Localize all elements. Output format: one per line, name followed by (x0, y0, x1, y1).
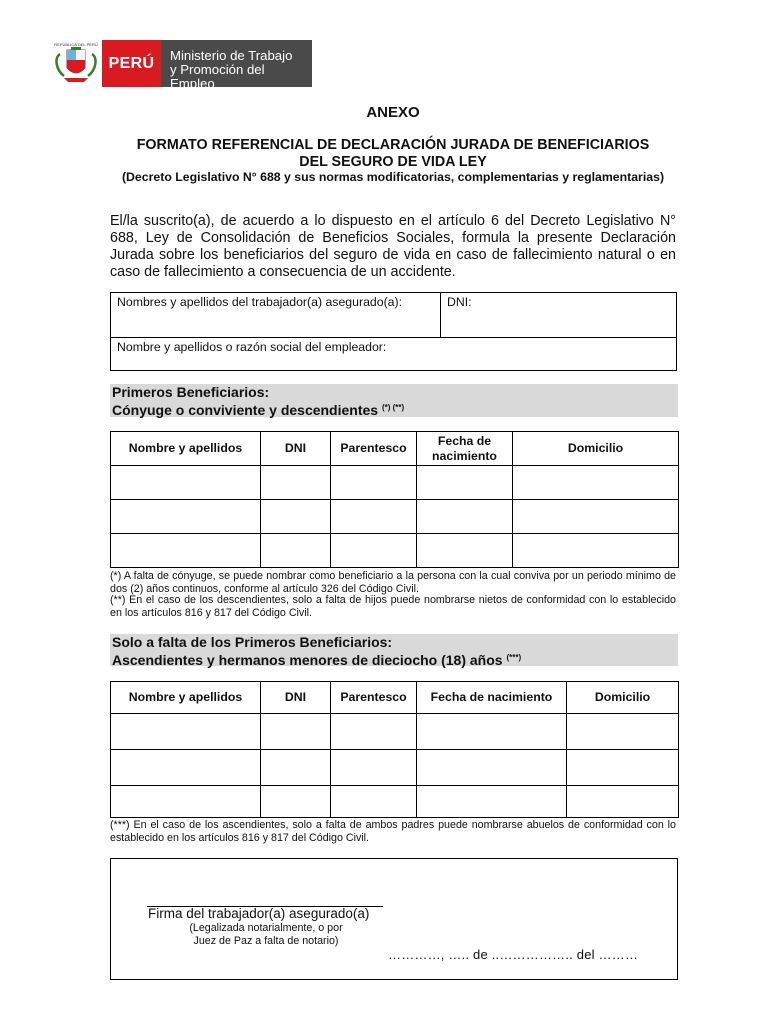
relationship-cell[interactable] (331, 534, 417, 568)
section2-marks: (***) (506, 653, 522, 662)
name-cell[interactable] (111, 466, 261, 500)
birthdate-cell[interactable] (417, 786, 567, 818)
employer-name-field[interactable]: Nombre y apellidos o razón social del empleador: (111, 338, 677, 371)
ministry-name (161, 40, 312, 91)
relationship-cell[interactable] (331, 750, 417, 786)
col-header-birthdate: Fecha de nacimiento (417, 432, 513, 466)
name-cell[interactable] (111, 714, 261, 750)
relationship-cell[interactable] (331, 714, 417, 750)
birthdate-cell[interactable] (417, 500, 513, 534)
address-cell[interactable] (567, 750, 679, 786)
footnote-1: (*) A falta de cónyuge, se puede nombrar como beneficiario a la persona con la cual conviva por un periodo mínimo de dos (2) años continuos, conforme al artículo 326 del Código Civil. (110, 570, 676, 595)
table-row (111, 500, 679, 534)
date-line[interactable]: …………, ….. de ..…………….. del ……… (388, 947, 639, 962)
annex-heading: ANEXO (366, 104, 420, 121)
section2-heading (110, 634, 678, 666)
dni-cell[interactable] (261, 750, 331, 786)
section2-line2-wrap (112, 650, 678, 668)
name-cell[interactable] (111, 500, 261, 534)
signature-legalization-note (148, 922, 384, 947)
section1-marks: (*) (**) (381, 403, 405, 412)
dni-cell[interactable] (261, 466, 331, 500)
dni-cell[interactable] (261, 500, 331, 534)
worker-name-field[interactable]: Nombres y apellidos del trabajador(a) asegurado(a): (111, 293, 441, 338)
address-cell[interactable] (567, 714, 679, 750)
col-header-dni: DNI (261, 432, 331, 466)
birthdate-cell[interactable] (417, 750, 567, 786)
relationship-cell[interactable] (331, 466, 417, 500)
name-cell[interactable] (111, 786, 261, 818)
table-row (111, 534, 679, 568)
table-row (111, 786, 679, 818)
intro-paragraph: El/la suscrito(a), de acuerdo a lo dispuesto en el artículo 6 del Decreto Legislativo N° 688, Ley de Consolidación de Beneficios Sociales, formula la presente Declaración Jurada sobre los beneficiarios del seguro de vida en caso de fallecimiento natural o en caso de fallecimiento a consecuencia de un accidente. (110, 213, 676, 280)
col-header-name: Nombre y apellidos (111, 432, 261, 466)
document-title-line2: DEL SEGURO DE VIDA LEY (299, 154, 487, 170)
col-header-relationship: Parentesco (331, 432, 417, 466)
document-title (110, 137, 676, 171)
beneficiaries-table-1 (110, 431, 679, 568)
document-subtitle: (Decreto Legislativo N° 688 y sus normas modificatorias, complementarias y reglamentarias) (121, 170, 665, 184)
ministry-name-line1: Ministerio de Trabajo (170, 48, 293, 63)
signature-label: Firma del trabajador(a) asegurado(a) (148, 906, 370, 921)
address-cell[interactable] (513, 534, 679, 568)
table-row (111, 714, 679, 750)
table-row (111, 750, 679, 786)
relationship-cell[interactable] (331, 500, 417, 534)
table-row (111, 466, 679, 500)
ministry-name-line2: y Promoción del Empleo (170, 62, 265, 91)
footnote-3: (***) En el caso de los ascendientes, solo a falta de ambos padres puede nombrarse abuelos de conformidad con lo establecido en los artículos 816 y 817 del Código Civil. (110, 819, 676, 844)
col-header-address: Domicilio (513, 432, 679, 466)
document-title-line1: FORMATO REFERENCIAL DE DECLARACIÓN JURADA DE BENEFICIARIOS (136, 137, 650, 153)
section2-line1: Solo a falta de los Primeros Beneficiarios: (112, 634, 393, 650)
dni-field[interactable]: DNI: (441, 293, 677, 338)
col-header-birthdate: Fecha de nacimiento (417, 682, 567, 714)
col-header-dni: DNI (261, 682, 331, 714)
signature-note-line1: (Legalizada notarialmente, o por (189, 922, 343, 934)
ministry-logo (50, 40, 312, 91)
address-cell[interactable] (513, 466, 679, 500)
svg-text:REPÚBLICA DEL PERÚ: REPÚBLICA DEL PERÚ (54, 42, 98, 47)
coat-of-arms-icon (50, 40, 102, 87)
section1-line1: Primeros Beneficiarios: (112, 384, 270, 400)
dni-cell[interactable] (261, 534, 331, 568)
name-cell[interactable] (111, 534, 261, 568)
col-header-relationship: Parentesco (331, 682, 417, 714)
dni-cell[interactable] (261, 714, 331, 750)
footnote-2: (**) En el caso de los descendientes, solo a falta de hijos puede nombrarse nietos de conformidad con lo establecido en los artículos 816 y 817 del Código Civil. (110, 594, 676, 619)
section2-line2: Ascendientes y hermanos menores de dieciocho (18) años (112, 652, 503, 668)
section1-line2: Cónyuge o conviviente y descendientes (112, 402, 379, 418)
section1-line2-wrap (112, 400, 678, 418)
name-cell[interactable] (111, 750, 261, 786)
col-header-name: Nombre y apellidos (111, 682, 261, 714)
address-cell[interactable] (567, 786, 679, 818)
birthdate-cell[interactable] (417, 534, 513, 568)
beneficiaries-table-2 (110, 681, 679, 818)
worker-info-table (110, 292, 677, 371)
dni-cell[interactable] (261, 786, 331, 818)
signature-note-line2: Juez de Paz a falta de notario) (193, 934, 339, 947)
col-header-address: Domicilio (567, 682, 679, 714)
birthdate-cell[interactable] (417, 714, 567, 750)
birthdate-cell[interactable] (417, 466, 513, 500)
section1-heading (110, 384, 678, 417)
relationship-cell[interactable] (331, 786, 417, 818)
country-label: PERÚ (102, 40, 161, 87)
address-cell[interactable] (513, 500, 679, 534)
